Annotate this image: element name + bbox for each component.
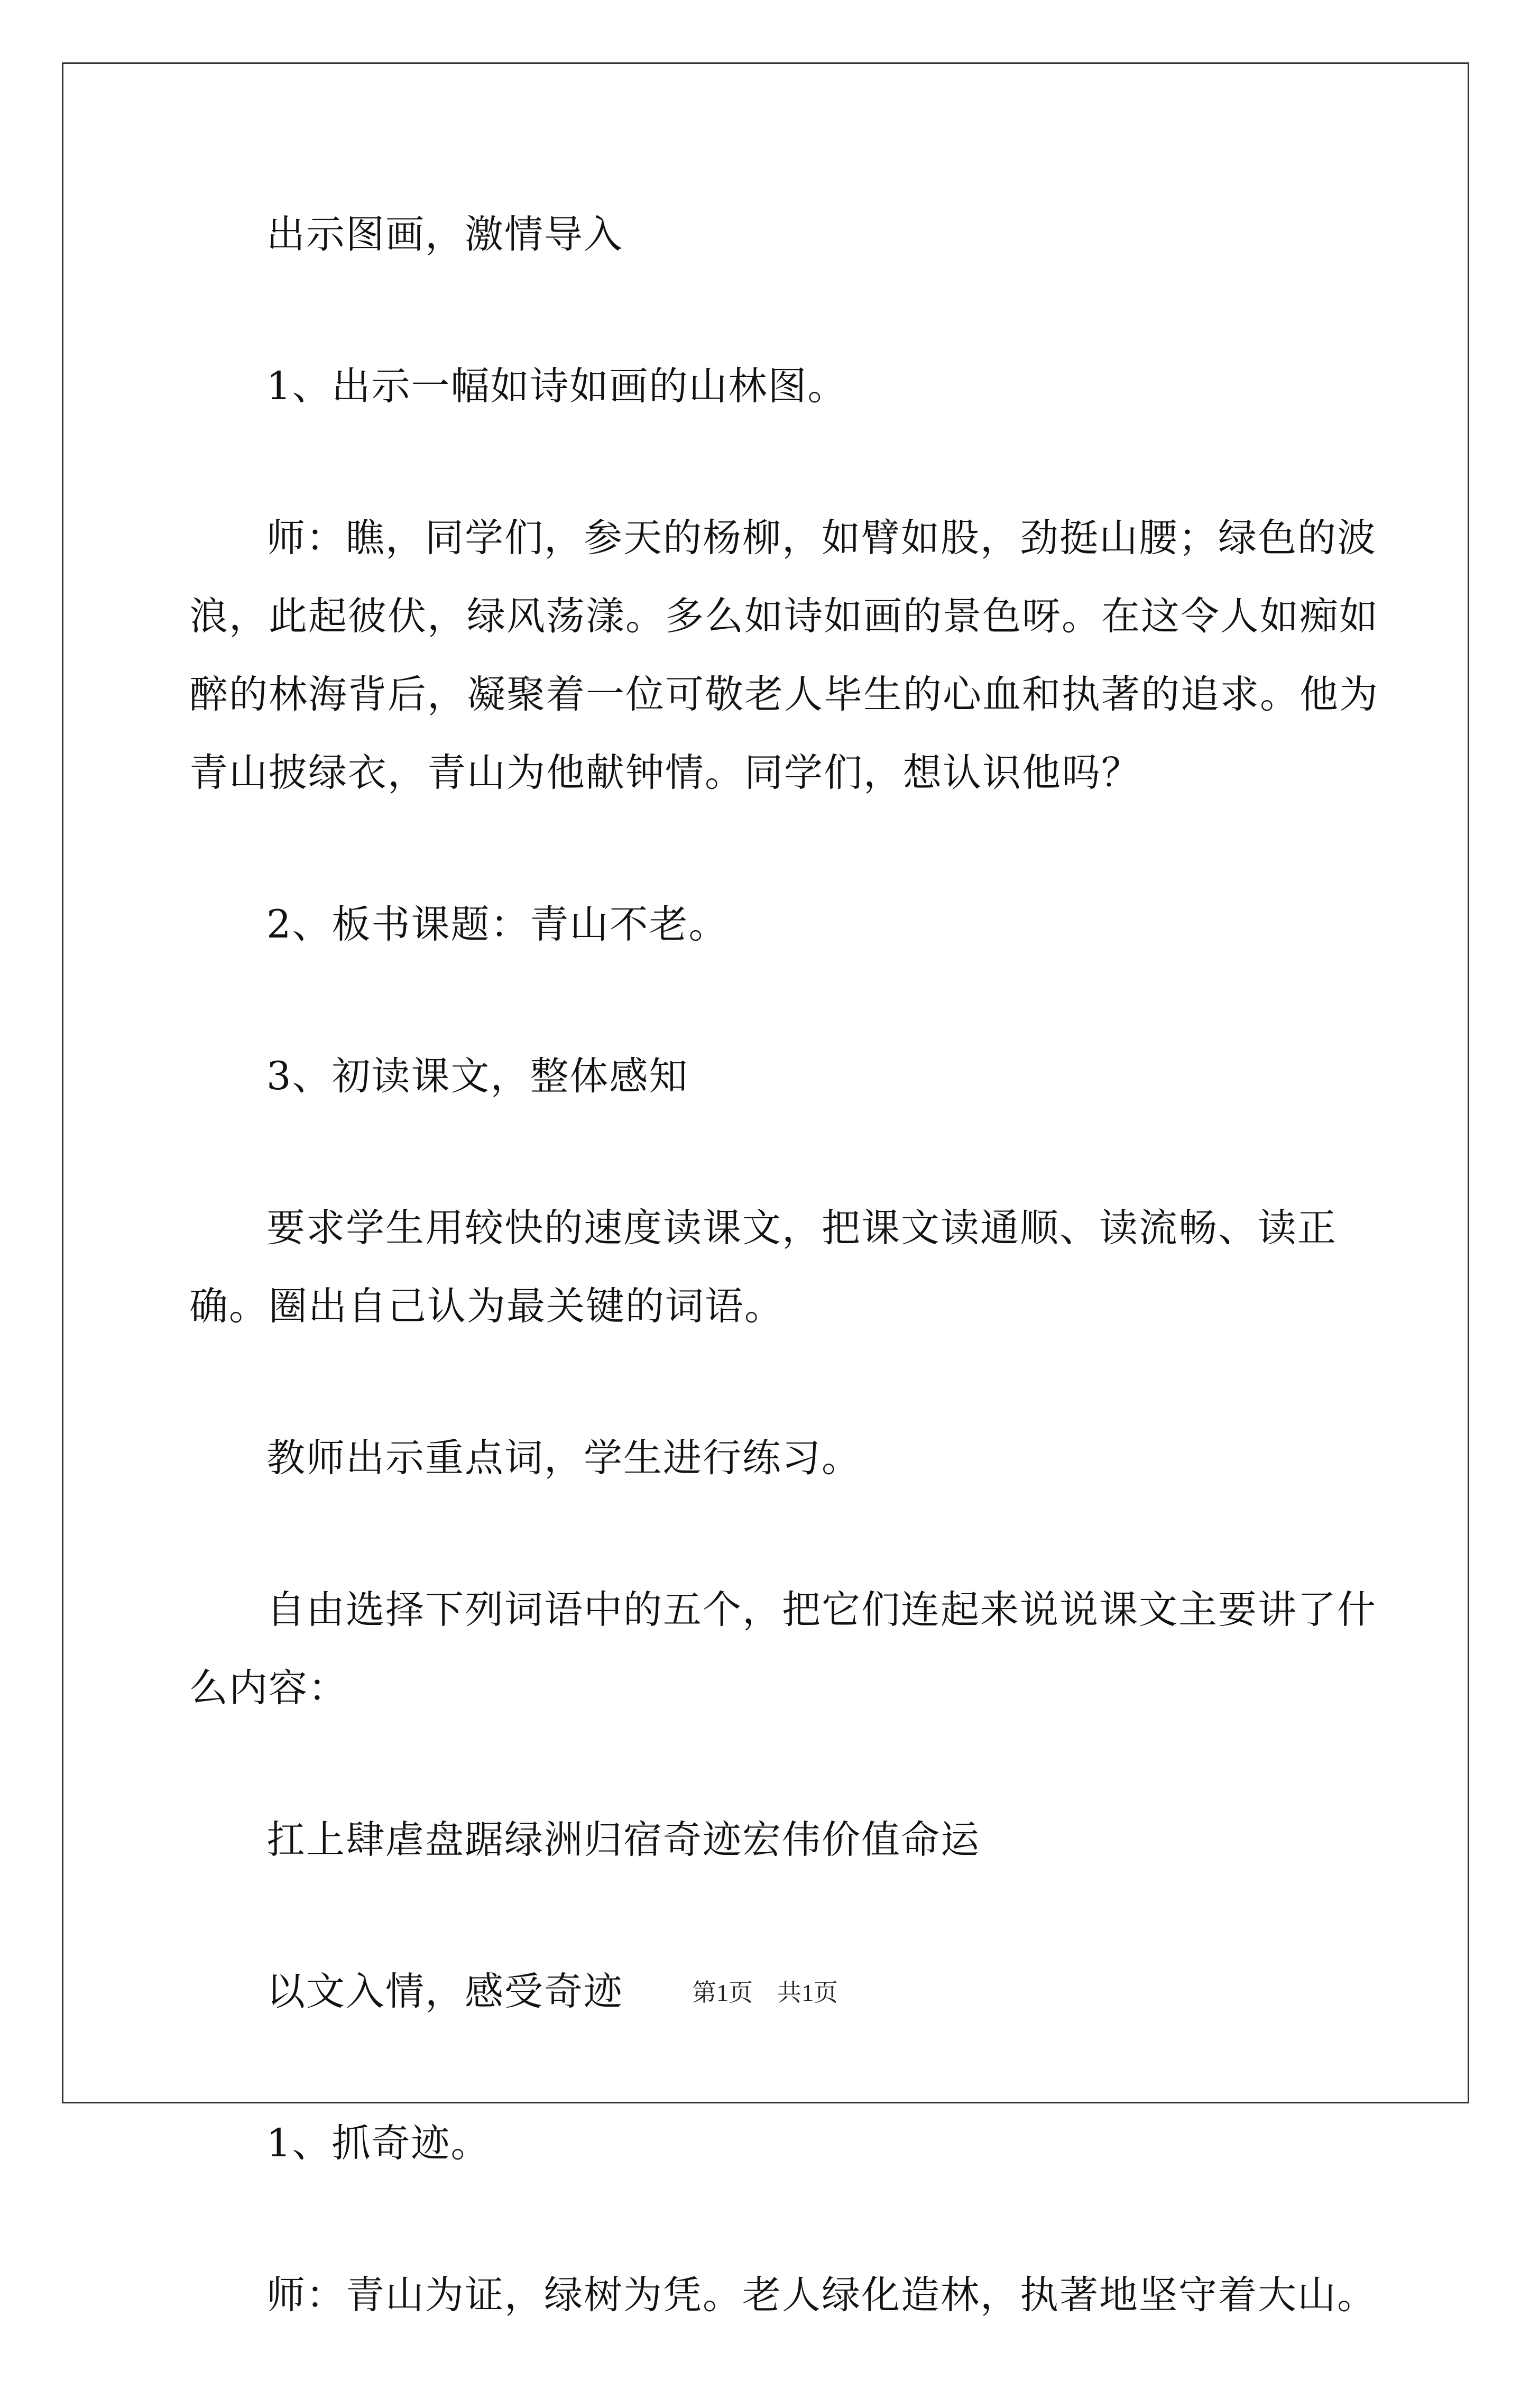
paragraph-teacher-speech-1: 师：瞧，同学们，参天的杨柳，如臂如股，劲挺山腰；绿色的波浪，此起彼伏，绿风荡漾。多么如诗如画的景色呀。在这令人如痴如醉的林海背后，凝聚着一位可敬老人毕生的心血和执著的追求。他为青山披绿衣，青山为他献钟情。同学们，想认识他吗？	[189, 516, 1379, 795]
document-body	[189, 196, 1384, 2408]
paragraph-teacher-speech-2: 师：青山为证，绿树为凭。老人绿化造林，执著地坚守着大山。	[266, 2273, 1377, 2318]
page-footer: 第1页 共1页	[692, 1979, 838, 2006]
paragraph-reading-requirement: 要求学生用较快的速度读课文，把课文读通顺、读流畅、读正确。圈出自己认为最关键的词语。	[189, 1206, 1337, 1329]
paragraph-key-words: 教师出示重点词，学生进行练习。	[266, 1436, 861, 1481]
paragraph-step-2: 2、板书课题：青山不老。	[266, 902, 729, 947]
paragraph-word-choice: 自由选择下列词语中的五个，把它们连起来说说课文主要讲了什么内容：	[189, 1587, 1377, 1711]
paragraph-step-miracle: 1、抓奇迹。	[266, 2121, 491, 2166]
paragraph-step-3: 3、初读课文，整体感知	[266, 1054, 689, 1099]
paragraph-step-1: 1、出示一幅如诗如画的山林图。	[266, 364, 847, 409]
paragraph-section-heading-intro: 出示图画，激情导入	[266, 212, 623, 257]
paragraph-word-list: 扛上肆虐盘踞绿洲归宿奇迹宏伟价值命运	[266, 1817, 980, 1862]
paragraph-section-heading-miracle: 以文入情，感受奇迹	[266, 1969, 623, 2014]
